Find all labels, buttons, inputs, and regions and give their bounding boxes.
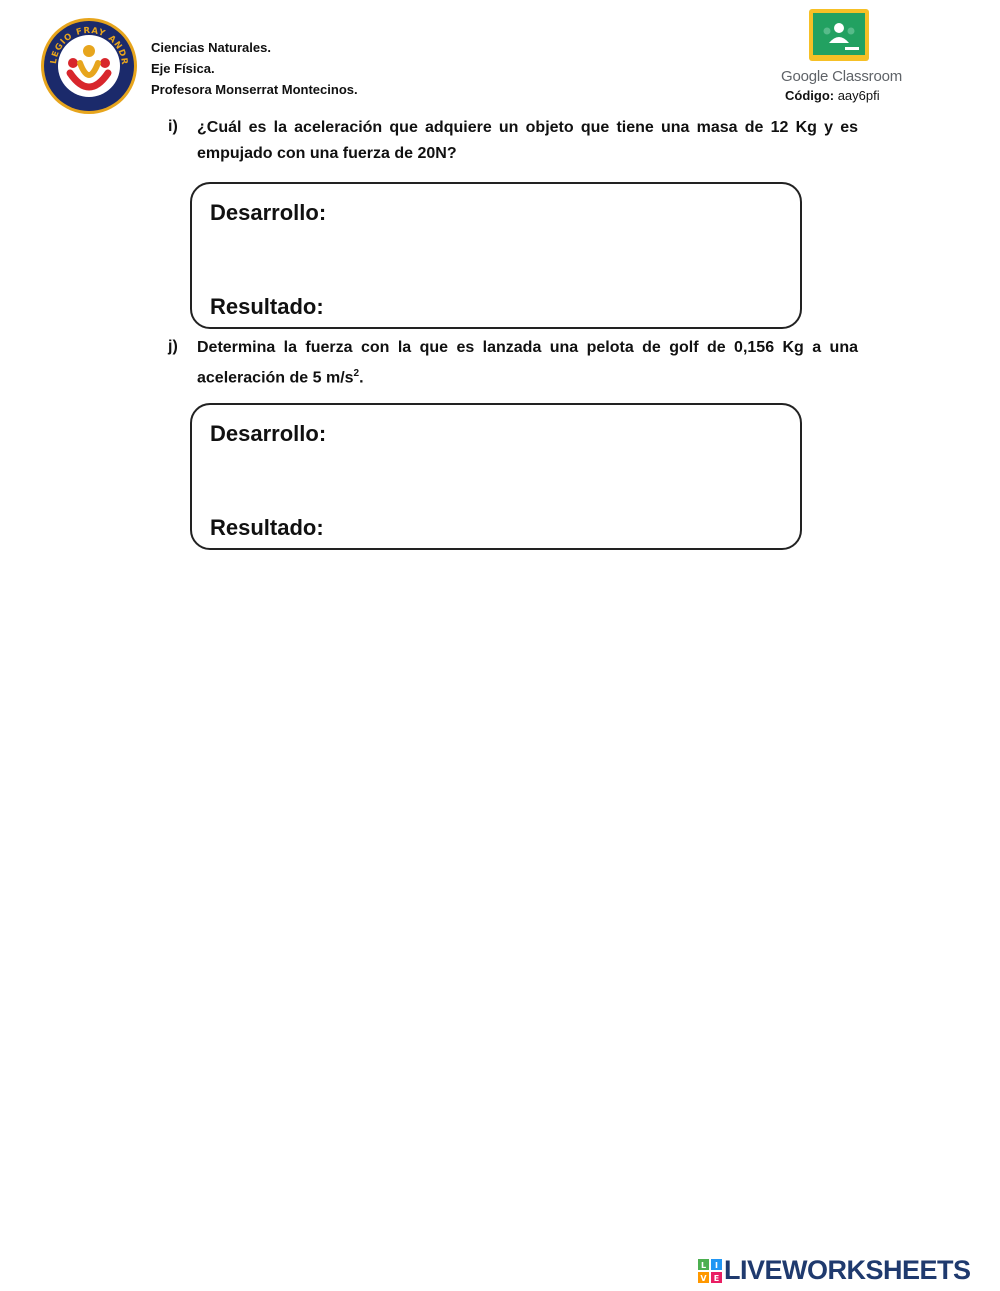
svg-text:V: V xyxy=(700,1274,707,1283)
development-label: Desarrollo: xyxy=(210,421,327,446)
topic-label: Eje Física. xyxy=(151,61,215,76)
question-j-text: Determina la fuerza con la que es lanzada una pelota de golf de 0,156 Kg a una aceleración de 5 $m/s^2$. xyxy=(197,339,858,387)
teacher-label: Profesora Monserrat Montecinos. xyxy=(151,82,358,97)
school-logo xyxy=(40,17,138,115)
liveworksheets-badge-icon xyxy=(698,1259,722,1283)
class-code-label: Código: xyxy=(785,88,835,103)
result-label: Resultado: xyxy=(210,515,324,540)
svg-text:L: L xyxy=(700,1261,707,1270)
question-i-text: ¿Cuál es la aceleración que adquiere un objeto que tiene una masa de 12 Kg y es empujado con una fuerza de 20N? xyxy=(197,119,858,162)
question-i-letter: i) xyxy=(168,118,178,135)
liveworksheets-wordmark: LIVEWORKSHEETS xyxy=(724,1255,971,1285)
svg-text:I: I xyxy=(715,1261,718,1270)
development-label: Desarrollo: xyxy=(210,200,327,225)
class-code xyxy=(785,88,880,103)
class-code-value: aay6pfi xyxy=(834,88,880,103)
google-classroom-brand: Google Classroom xyxy=(781,68,903,85)
header-info xyxy=(151,37,358,100)
svg-text:E: E xyxy=(713,1274,720,1283)
subject-label: Ciencias Naturales. xyxy=(151,40,271,55)
answer-box-j[interactable] xyxy=(190,403,802,550)
logo-text: LEGIO FRAY ANDR xyxy=(48,25,130,66)
result-label: Resultado: xyxy=(210,294,324,319)
google-classroom-icon xyxy=(809,9,869,61)
question-j-letter: j) xyxy=(168,338,178,355)
answer-box-i[interactable] xyxy=(190,182,802,329)
